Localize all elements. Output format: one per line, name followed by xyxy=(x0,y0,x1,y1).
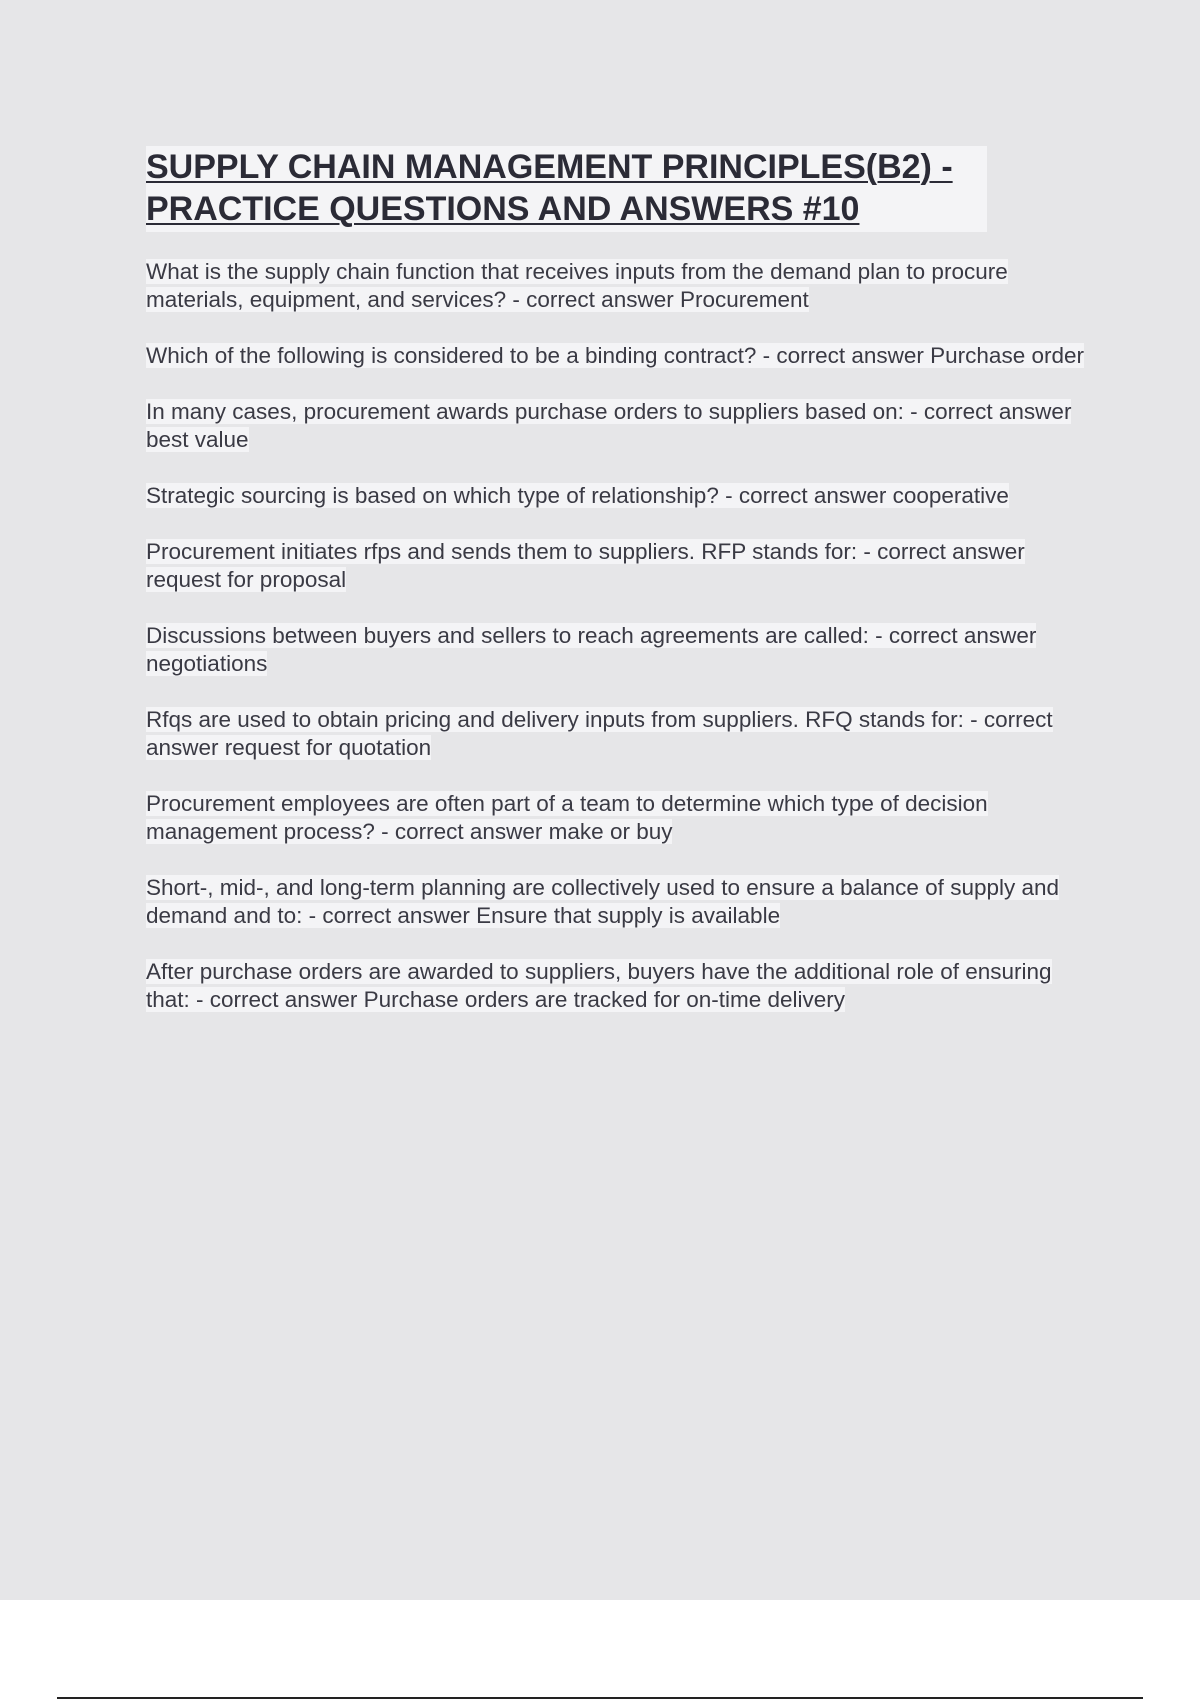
qa-item xyxy=(146,874,1086,930)
qa-item xyxy=(146,790,1086,846)
qa-item-text: Which of the following is considered to be a binding contract? - correct answer Purchase order xyxy=(146,343,1084,368)
qa-item xyxy=(146,258,1086,314)
qa-item xyxy=(146,538,1086,594)
qa-item xyxy=(146,398,1086,454)
qa-item-text: Procurement employees are often part of a team to determine which type of decision management process? - correct answer make or buy xyxy=(146,791,988,844)
document-title-line-2: PRACTICE QUESTIONS AND ANSWERS #10 xyxy=(146,190,860,228)
qa-item-text: What is the supply chain function that receives inputs from the demand plan to procure materials, equipment, and services? - correct answer Procurement xyxy=(146,259,1008,312)
qa-item xyxy=(146,706,1086,762)
qa-list xyxy=(146,258,1086,1014)
qa-item-text: Discussions between buyers and sellers to reach agreements are called: - correct answer negotiations xyxy=(146,623,1037,676)
qa-item-text: Strategic sourcing is based on which type of relationship? - correct answer cooperative xyxy=(146,483,1009,508)
qa-item-text: Rfqs are used to obtain pricing and delivery inputs from suppliers. RFQ stands for: - correct answer request for quotation xyxy=(146,707,1053,760)
qa-item xyxy=(146,622,1086,678)
qa-item xyxy=(146,958,1086,1014)
footer-rule xyxy=(57,1697,1143,1699)
qa-item xyxy=(146,482,1086,510)
document-content xyxy=(146,146,1086,1042)
document-title-line-1: SUPPLY CHAIN MANAGEMENT PRINCIPLES(B2) - xyxy=(146,148,953,186)
qa-item-text: After purchase orders are awarded to suppliers, buyers have the additional role of ensuring that: - correct answer Purchase orders are tracked for on-time delivery xyxy=(146,959,1052,1012)
document-title xyxy=(146,146,987,232)
qa-item-text: Short-, mid-, and long-term planning are collectively used to ensure a balance of supply and demand and to: - correct answer Ensure that supply is available xyxy=(146,875,1060,928)
qa-item-text: In many cases, procurement awards purchase orders to suppliers based on: - correct answer best value xyxy=(146,399,1072,452)
qa-item xyxy=(146,342,1086,370)
qa-item-text: Procurement initiates rfps and sends them to suppliers. RFP stands for: - correct answer request for proposal xyxy=(146,539,1025,592)
